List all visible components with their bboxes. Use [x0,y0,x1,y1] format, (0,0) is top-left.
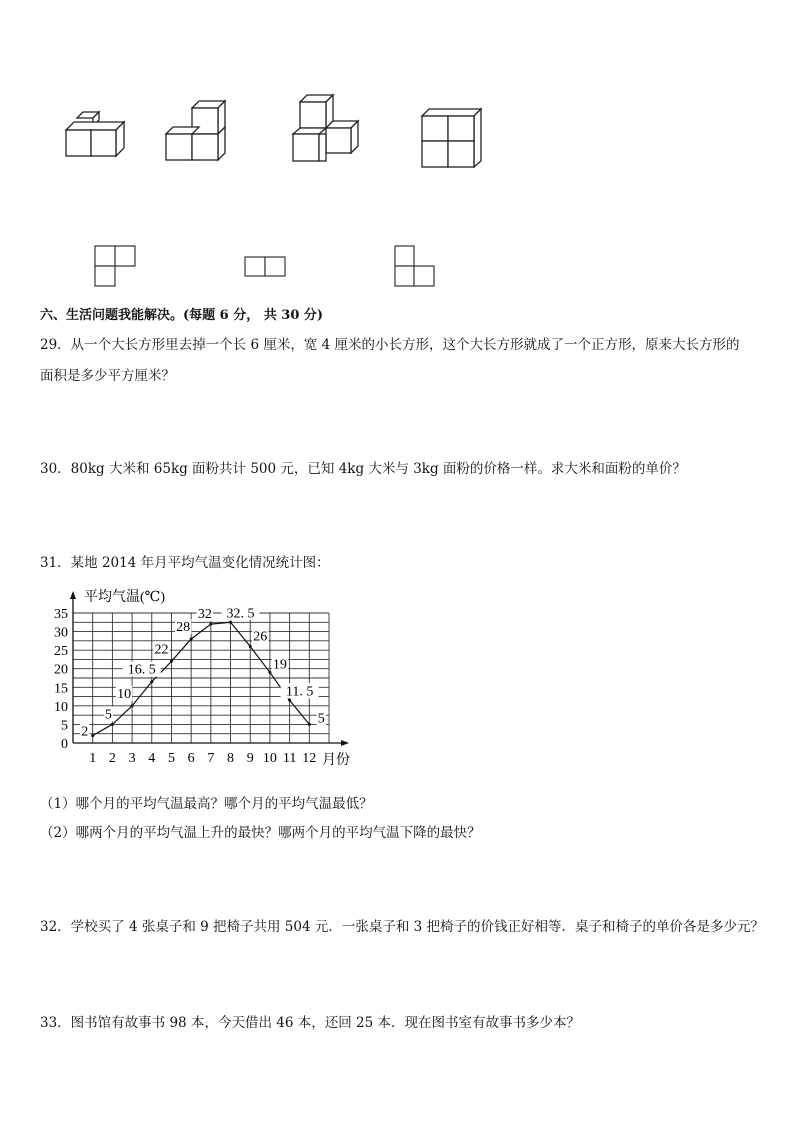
section-title: 六、生活问题我能解决。(每题 6 分， 共 30 分) [40,308,324,323]
y-tick-label: 35 [54,607,68,622]
y-axis-label: 平均气温(℃) [84,590,165,605]
question-31: 31．某地 2014 年月平均气温变化情况统计图： [40,555,330,571]
x-tick-label: 9 [246,751,254,766]
data-label: 11. 5 [285,684,314,700]
y-tick-label: 5 [61,718,68,734]
temperature-line-chart [0,580,420,770]
question-32: 32．学校买了 4 张桌子和 9 把椅子共用 504 元．一张桌子和 3 把椅子的价钱正好相等．桌子和椅子的单价各是多少元？ [40,919,765,935]
x-tick-label: 2 [108,751,116,766]
data-label: 32 [197,607,212,623]
data-point [268,671,271,674]
x-tick-label: 5 [167,751,175,766]
data-label: 5 [317,711,325,727]
data-label: 19 [272,657,287,673]
question-29-line-1: 29．从一个大长方形里去掉一个长 6 厘米，宽 4 厘米的小长方形，这个大长方形就成了一个正方形，原来大长方形的 [40,337,740,353]
x-tick-label: 3 [128,751,136,766]
cube-figure-1 [66,112,124,156]
x-tick-label: 7 [207,751,215,766]
x-tick-label: 11 [282,751,297,766]
data-point [131,704,134,707]
cube-figure-2 [166,101,225,160]
x-axis-arrow [341,740,349,746]
data-point [308,723,311,726]
data-label: 26 [253,629,268,645]
data-label: 28 [176,620,191,635]
data-point [170,660,173,663]
data-point [111,723,114,726]
x-tick-label: 1 [89,751,97,766]
view-shape-2 [245,257,285,276]
data-point [209,623,212,626]
view-shape-3 [395,246,434,286]
data-label: 32. 5 [226,606,255,622]
x-tick-label: 10 [262,751,277,766]
y-tick-label: 15 [54,681,68,697]
question-31-sub-2: （2）哪两个月的平均气温上升的最快？哪两个月的平均气温下降的最快？ [40,825,481,841]
y-tick-label: 20 [54,662,68,678]
view-shape-1 [95,246,135,286]
data-label: 5 [104,707,112,723]
data-point [150,680,153,683]
question-30: 30．80kg 大米和 65kg 面粉共计 500 元，已知 4kg 大米与 3kg 面粉的价格一样。求大米和面粉的单价？ [40,461,686,477]
x-axis-label: 月份 [322,753,350,768]
cube-figures [0,0,794,300]
data-label: 22 [154,642,169,658]
x-tick-label: 8 [227,751,235,766]
data-label: 16. 5 [127,662,156,678]
question-33: 33．图书馆有故事书 98 本，今天借出 46 本，还回 25 本．现在图书室有故事书多少本？ [40,1015,580,1031]
x-tick-label: 12 [302,751,317,766]
data-point [91,734,94,737]
y-axis-arrow [70,591,76,599]
x-tick-label: 6 [187,751,195,766]
cube-figure-4 [422,109,481,167]
x-tick-label: 4 [148,751,156,766]
cube-figure-3 [293,95,358,161]
y-tick-label: 0 [61,737,68,752]
y-tick-label: 30 [54,625,68,641]
question-31-sub-1: （1）哪个月的平均气温最高？哪个月的平均气温最低？ [40,796,373,812]
question-29-line-2: 面积是多少平方厘米？ [40,368,175,384]
y-tick-label: 25 [54,644,68,660]
y-tick-label: 10 [54,699,68,715]
series-line [93,622,310,735]
data-point [190,638,193,641]
data-label: 2 [81,724,89,740]
chart-series [91,621,314,737]
data-label: 10 [117,686,132,702]
data-point [249,645,252,648]
